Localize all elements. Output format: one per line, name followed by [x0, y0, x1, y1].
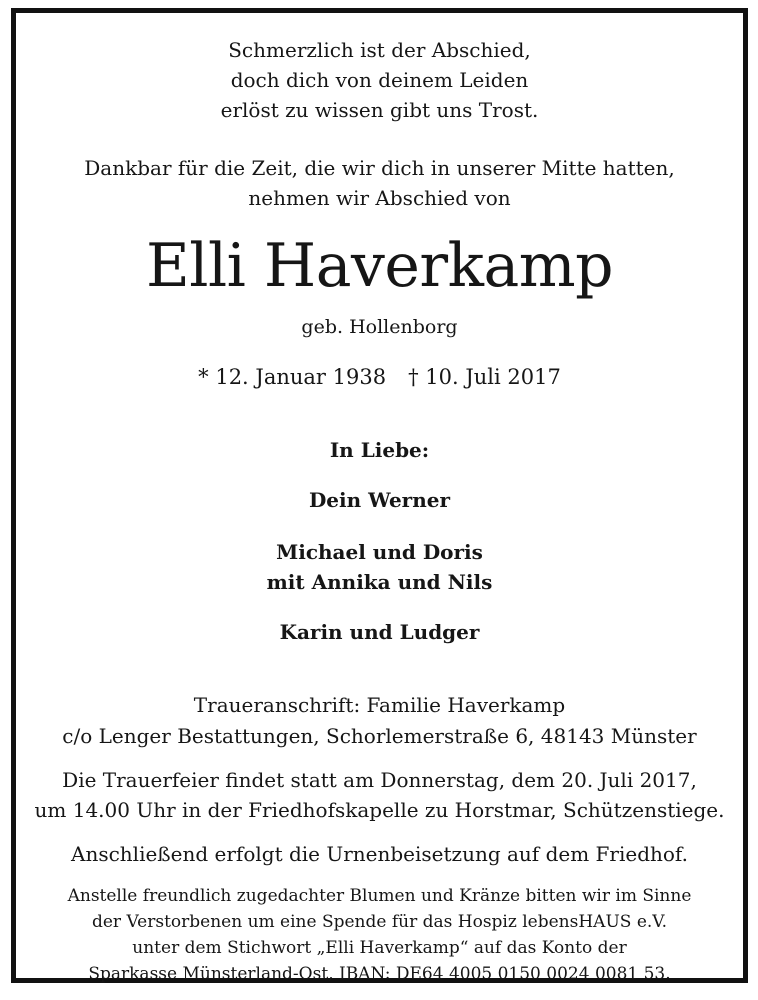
family-member: Michael und Doris: [276, 540, 483, 564]
deceased-name: Elli Haverkamp: [145, 231, 614, 301]
verse-line-1: Schmerzlich ist der Abschied,: [228, 38, 531, 62]
intro-line-1: Dankbar für die Zeit, die wir dich in unserer Mitte hatten,: [84, 156, 675, 180]
donation-line-2: der Verstorbenen um eine Spende für das Hospiz lebensHAUS e.V.: [91, 912, 667, 932]
family-member: Dein Werner: [308, 488, 451, 512]
donation-line-1: Anstelle freundlich zugedachter Blumen und Kränze bitten wir im Sinne: [67, 886, 692, 906]
family-member: Karin und Ludger: [279, 620, 480, 644]
death-date: † 10. Juli 2017: [408, 365, 561, 389]
mourning-address-line-1: Traueranschrift: Familie Haverkamp: [193, 693, 566, 717]
verse-line-2: doch dich von deinem Leiden: [230, 68, 529, 92]
family-member: mit Annika und Nils: [266, 570, 493, 594]
intro-line-2: nehmen wir Abschied von: [248, 186, 511, 210]
life-dates: [16, 365, 743, 389]
ceremony-line-3: Anschließend erfolgt die Urnenbeisetzung auf dem Friedhof.: [71, 842, 688, 866]
family-heading: In Liebe:: [329, 438, 430, 462]
ceremony-line-1: Die Trauerfeier findet statt am Donnerstag, dem 20. Juli 2017,: [62, 768, 697, 792]
donation-line-4: Sparkasse Münsterland-Ost, IBAN: DE64 4005 0150 0024 0081 53.: [88, 964, 671, 984]
mourning-address-line-2: c/o Lenger Bestattungen, Schorlemerstraße 6, 48143 Münster: [62, 724, 697, 748]
obituary-notice: [11, 8, 748, 983]
ceremony-line-2: um 14.00 Uhr in der Friedhofskapelle zu Horstmar, Schützenstiege.: [34, 798, 725, 822]
donation-line-3: unter dem Stichwort „Elli Haverkamp“ auf das Konto der: [132, 938, 627, 958]
verse-line-3: erlöst zu wissen gibt uns Trost.: [220, 98, 539, 122]
birth-name: geb. Hollenborg: [301, 316, 458, 338]
birth-date: * 12. Januar 1938: [198, 365, 387, 389]
